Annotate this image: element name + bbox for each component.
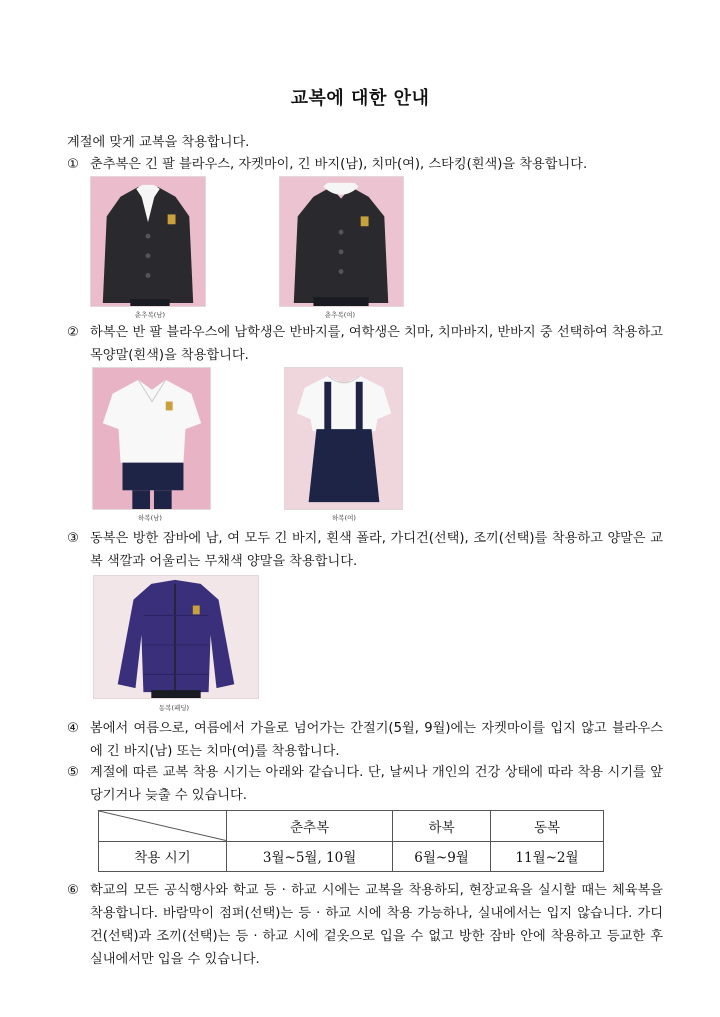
caption-spring-male: 춘추복(남) [134, 311, 166, 319]
item-2 [67, 321, 663, 367]
item-3-number: ③ [67, 531, 79, 546]
photo-winter [93, 575, 259, 699]
table-header-winter: 동복 [491, 811, 604, 842]
page-title: 교복에 대한 안내 [290, 88, 430, 109]
caption-summer-female: 하복(여) [332, 514, 356, 522]
item-1 [67, 153, 663, 176]
table-value-summer: 6월~9월 [393, 841, 491, 872]
item-6-number: ⑥ [67, 883, 79, 898]
table-value-winter: 11월~2월 [491, 841, 604, 872]
item-6 [67, 879, 663, 971]
photo-spring-male [90, 176, 206, 307]
caption-spring-female: 춘추복(여) [324, 311, 356, 319]
item-2-text: 하복은 반 팔 블라우스에 남학생은 반바지를, 여학생은 치마, 치마바지, 반바지 중 선택하여 착용하고 목양말(흰색)을 착용합니다. [90, 325, 663, 363]
item-1-text: 춘추복은 긴 팔 블라우스, 자켓마이, 긴 바지(남), 치마(여), 스타킹(흰색)을 착용합니다. [90, 157, 588, 172]
table-header-summer: 하복 [393, 811, 491, 842]
item-5-number: ⑤ [67, 765, 79, 780]
table-row-label: 착용 시기 [99, 841, 227, 872]
photo-summer-female [284, 367, 403, 510]
photo-summer-male [92, 367, 211, 510]
season-table-header-row [99, 811, 604, 842]
item-3 [67, 527, 663, 573]
item-6-text: 학교의 모든 공식행사와 학교 등 · 하교 시에는 교복을 착용하되, 현장교육을 실시할 때는 체육복을 착용합니다. 바람막이 점퍼(선택)는 등 · 하교 시에 착용 가능하나, 실내에서는 입지 않습니다. 가디건(선택)과 조끼(선택)는 등 · 하교 시에 겉옷으로 입을 수 없고 방한 잠바 안에 착용하고 등교한 후 실내에서만 입을 수 있습니다. [90, 883, 663, 967]
item-4 [67, 717, 663, 763]
item-4-text: 봄에서 여름으로, 여름에서 가을로 넘어가는 간절기(5월, 9월)에는 자켓마이를 입지 않고 블라우스에 긴 바지(남) 또는 치마(여)를 착용합니다. [90, 721, 663, 759]
item-4-number: ④ [67, 721, 79, 736]
item-1-number: ① [67, 157, 79, 172]
item-2-number: ② [67, 325, 79, 340]
item-5 [67, 761, 663, 807]
intro-text: 계절에 맞게 교복을 착용합니다. [67, 135, 250, 150]
table-value-spring: 3월~5월, 10월 [227, 841, 393, 872]
item-3-text: 동복은 방한 잠바에 남, 여 모두 긴 바지, 흰색 폴라, 가디건(선택), 조끼(선택)를 착용하고 양말은 교복 색깔과 어울리는 무채색 양말을 착용합니다. [90, 531, 663, 569]
season-table-row [99, 841, 604, 872]
item-5-text: 계절에 따른 교복 착용 시기는 아래와 같습니다. 단, 날씨나 개인의 건강 상태에 따라 착용 시기를 앞당기거나 늦출 수 있습니다. [90, 765, 663, 803]
photo-spring-female [279, 176, 404, 307]
season-table [98, 810, 604, 872]
table-corner-cell [99, 811, 227, 842]
caption-winter: 동복(패딩) [158, 704, 190, 712]
caption-summer-male: 하복(남) [138, 514, 162, 522]
table-header-spring: 춘추복 [227, 811, 393, 842]
